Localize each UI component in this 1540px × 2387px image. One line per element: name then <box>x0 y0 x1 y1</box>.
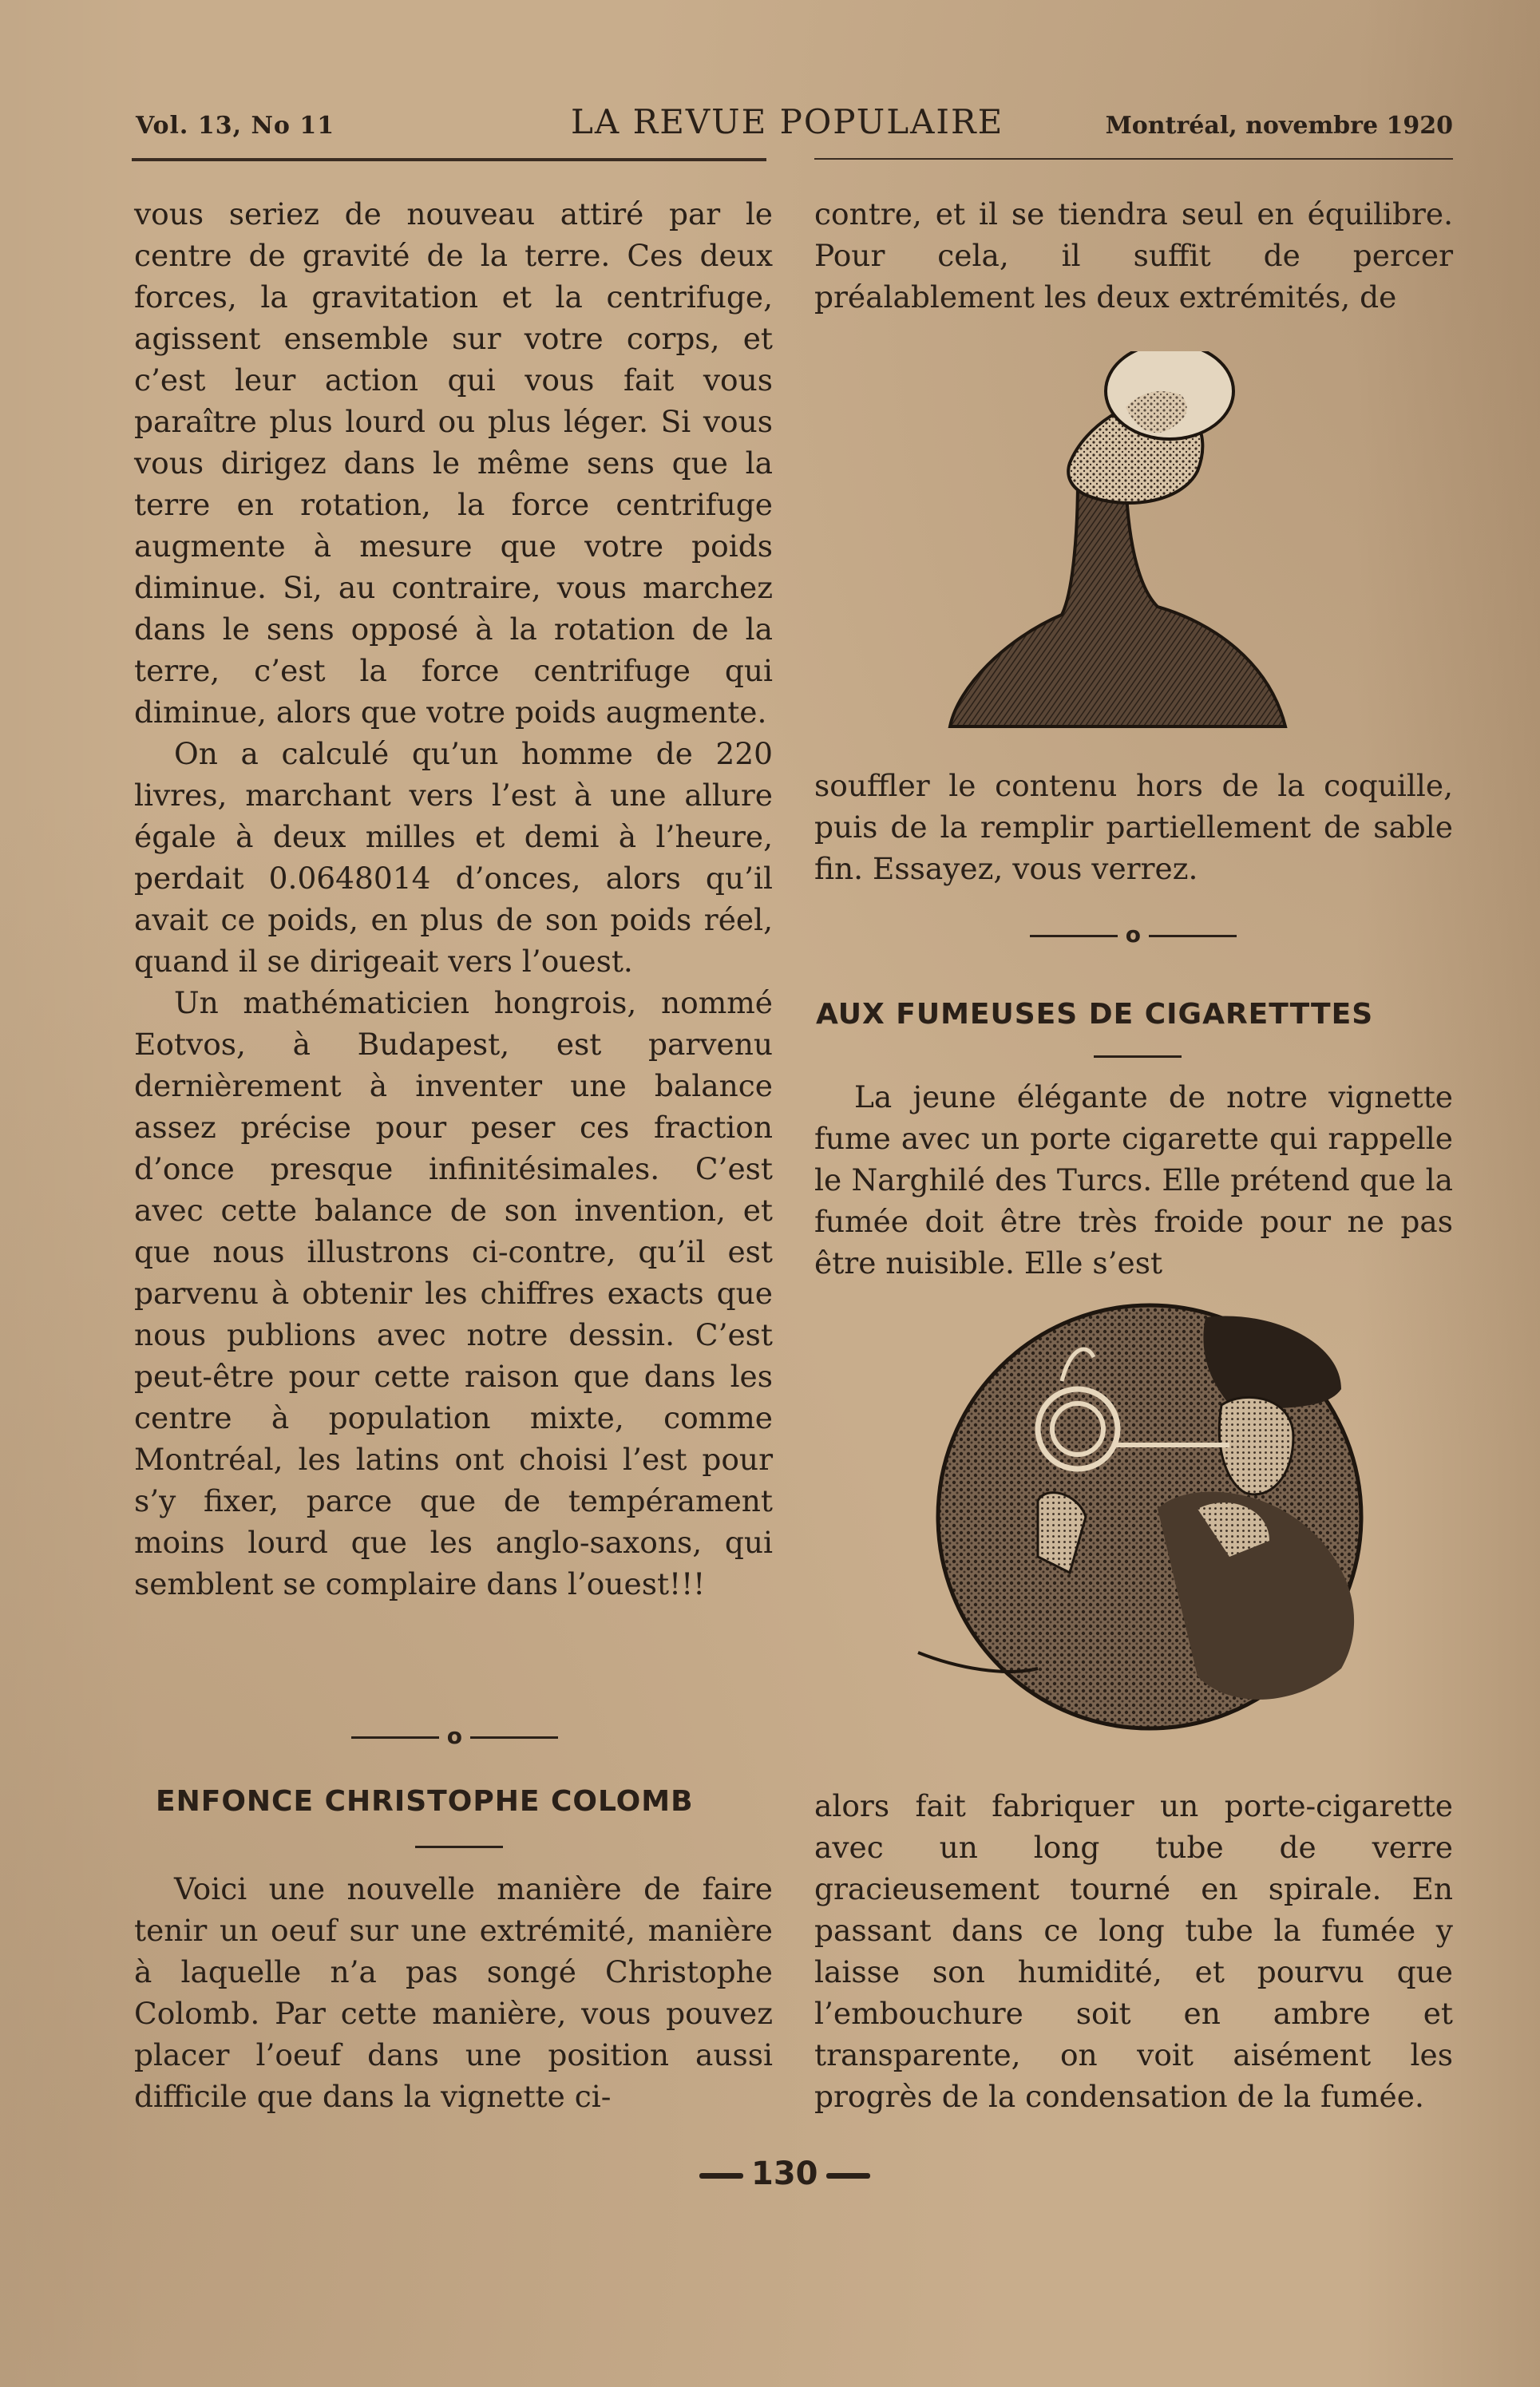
title-underline-right <box>1094 1055 1182 1058</box>
header-rule-right <box>814 158 1453 160</box>
issue-date: Montréal, novembre 1920 <box>1105 112 1453 140</box>
right-paragraph-1: contre, et il se tiendra seul en équilibre. Pour cela, il suffit de percer préalablement les deux extrémités, de <box>814 196 1453 315</box>
volume-number: Vol. 13, No 11 <box>136 112 335 140</box>
article-title-columbus: ENFONCE CHRISTOPHE COLOMB <box>156 1785 694 1818</box>
right-column-cigarette-text <box>814 1076 1453 1284</box>
header-rule <box>132 158 766 161</box>
right-column-bottom <box>814 1785 1453 2117</box>
right-paragraph-4: alors fait fabriquer un porte-cigarette avec un long tube de verre gracieusement tourné en spirale. En passant dans ce long tube la fumée y laisse son humidité, et pourvu que l’embouchure soit en ambre et transparente, on voit aisément les progrès de la condensation de la fumée. <box>814 1788 1453 2114</box>
page-number: 130 <box>691 2155 878 2192</box>
right-column-top <box>814 193 1453 318</box>
left-paragraph-1: vous seriez de nouveau attiré par le centre de gravité de la terre. Ces deux forces, la gravitation et la centrifuge, agissent ensemble sur votre corps, et c’est leur action qui vous fait vous paraître plus lourd ou plus léger. Si vous vous dirigez dans le même sens que la terre en rotation, la force centrifuge augmente à mesure que votre poids diminue. Si, au contraire, vous marchez dans le sens opposé à la rotation de la terre, c’est la force centrifuge qui diminue, alors que votre poids augmente. <box>134 196 773 730</box>
title-underline-left <box>415 1846 503 1848</box>
right-column-middle <box>814 765 1453 889</box>
left-paragraph-2: On a calculé qu’un homme de 220 livres, marchant vers l’est à une allure égale à deux milles et demi à l’heure, perdait 0.0648014 d’onces, alors qu’il avait ce poids, en plus de son poids réel, quand il se dirigeait vers l’ouest. <box>134 736 773 979</box>
left-paragraph-4: Voici une nouvelle manière de faire tenir un oeuf sur une extrémité, manière à laquelle n’a pas songé Christophe Colomb. Par cette manière, vous pouvez placer l’oeuf dans une position aussi difficile que dans la vignette ci- <box>134 1871 773 2114</box>
right-paragraph-3: La jeune élégante de notre vignette fume avec un porte cigarette qui rappelle le Narghilé des Turcs. Elle prétend que la fumée doit être très froide pour ne pas être nuisible. Elle s’est <box>814 1079 1453 1281</box>
publication-title: LA REVUE POPULAIRE <box>571 102 1004 141</box>
smoking-woman-illustration <box>894 1293 1421 1740</box>
page-header <box>128 102 1453 150</box>
article-title-cigarettes: AUX FUMEUSES DE CIGARETTTES <box>816 998 1374 1031</box>
section-separator-right: o <box>1030 921 1237 948</box>
left-column-bottom <box>134 1868 773 2117</box>
right-paragraph-2: souffler le contenu hors de la coquille, puis de la remplir partiellement de sable fin. Essayez, vous verrez. <box>814 768 1453 886</box>
left-column <box>134 193 773 1605</box>
egg-illustration <box>926 351 1309 734</box>
left-paragraph-3: Un mathématicien hongrois, nommé Eotvos, à Budapest, est parvenu dernièrement à inventer une balance assez précise pour peser ces fraction d’once presque infinitésimales. C’est avec cette balance de son invention, et que nous illustrons ci-contre, qu’il est parvenu à obtenir les chiffres exacts que nous publions avec notre dessin. C’est peut-être pour cette raison que dans les centre à population mixte, comme Montréal, les latins ont choisi l’est pour s’y fixer, parce que de tempérament moins lourd que les anglo-saxons, qui semblent se complaire dans l’ouest!!! <box>134 985 773 1601</box>
section-separator-left: o <box>351 1723 558 1749</box>
